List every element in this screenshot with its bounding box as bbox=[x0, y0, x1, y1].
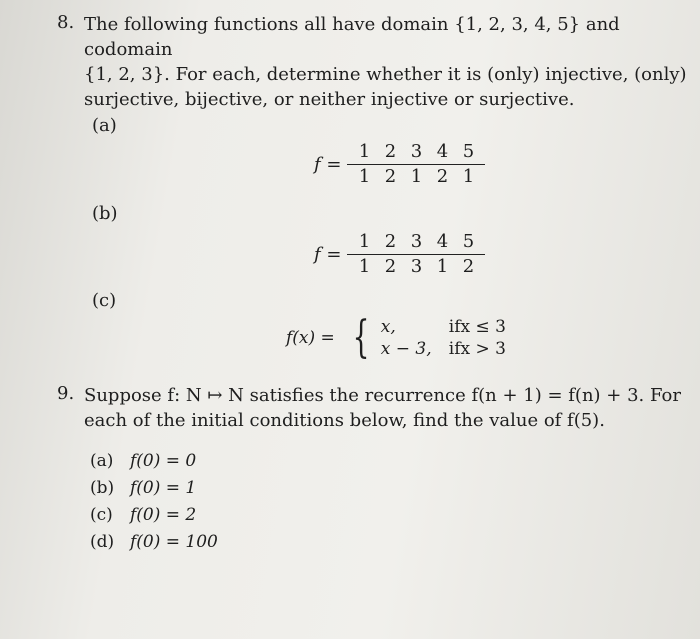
problem-number: 8. bbox=[57, 12, 75, 33]
domain-value: 1 bbox=[358, 231, 371, 252]
domain-value: 2 bbox=[384, 141, 397, 162]
list-item bbox=[90, 475, 218, 502]
function-name: f(x) = bbox=[286, 328, 335, 348]
function-table-b bbox=[314, 230, 485, 279]
list-item bbox=[90, 448, 218, 475]
part-label-a: (a) bbox=[92, 115, 117, 136]
problem-text-line: {1, 2, 3}. For each, determine whether it is (only) injective, (only) bbox=[84, 64, 687, 85]
left-brace: { bbox=[352, 312, 370, 363]
list-item bbox=[90, 502, 218, 529]
mapping-fraction bbox=[347, 140, 485, 189]
image-value: 2 bbox=[384, 256, 397, 277]
domain-row bbox=[347, 230, 485, 254]
domain-value: 5 bbox=[462, 141, 475, 162]
case-value: x − 3, bbox=[380, 339, 432, 359]
domain-value: 2 bbox=[384, 231, 397, 252]
part-label-b: (b) bbox=[92, 203, 118, 224]
domain-value: 3 bbox=[410, 231, 423, 252]
image-value: 1 bbox=[436, 256, 449, 277]
mapping-fraction bbox=[347, 230, 485, 279]
problem-text-line: Suppose f: N ↦ N satisfies the recurrence f(n + 1) = f(n) + 3. For bbox=[84, 385, 681, 406]
item-label: (a) bbox=[90, 451, 114, 471]
item-text: f(0) = 0 bbox=[130, 451, 197, 471]
problem-text-line: each of the initial conditions below, find the value of f(5). bbox=[84, 410, 605, 431]
image-value: 2 bbox=[462, 256, 475, 277]
item-label: (d) bbox=[90, 532, 115, 552]
domain-value: 3 bbox=[410, 141, 423, 162]
case-condition: ifx > 3 bbox=[448, 339, 506, 359]
image-value: 1 bbox=[358, 256, 371, 277]
piecewise-function bbox=[286, 312, 506, 363]
image-value: 1 bbox=[358, 166, 371, 187]
item-text: f(0) = 100 bbox=[130, 532, 218, 552]
case-row bbox=[381, 316, 506, 338]
case-value: x, bbox=[380, 317, 396, 337]
item-label: (c) bbox=[90, 505, 113, 525]
initial-conditions-list bbox=[90, 448, 218, 556]
function-name: f = bbox=[314, 244, 342, 265]
case-condition: ifx ≤ 3 bbox=[448, 317, 506, 337]
problem-text bbox=[84, 12, 694, 112]
item-text: f(0) = 1 bbox=[130, 478, 197, 498]
problem-text-line: surjective, bijective, or neither injective or surjective. bbox=[84, 89, 575, 110]
problem-number: 9. bbox=[57, 383, 75, 404]
image-value: 2 bbox=[436, 166, 449, 187]
image-value: 1 bbox=[462, 166, 475, 187]
image-value: 1 bbox=[410, 166, 423, 187]
item-text: f(0) = 2 bbox=[130, 505, 197, 525]
domain-value: 5 bbox=[462, 231, 475, 252]
image-row bbox=[347, 165, 485, 189]
part-label-c: (c) bbox=[92, 290, 117, 311]
case-row bbox=[381, 338, 506, 360]
image-row bbox=[347, 255, 485, 279]
cases bbox=[381, 316, 506, 360]
image-value: 3 bbox=[410, 256, 423, 277]
domain-row bbox=[347, 140, 485, 164]
domain-value: 1 bbox=[358, 141, 371, 162]
function-name: f = bbox=[314, 154, 342, 175]
problem-text bbox=[84, 383, 694, 433]
list-item bbox=[90, 529, 218, 556]
domain-value: 4 bbox=[436, 231, 449, 252]
item-label: (b) bbox=[90, 478, 115, 498]
problem-text-line: The following functions all have domain {1, 2, 3, 4, 5} and codomain bbox=[84, 14, 620, 60]
image-value: 2 bbox=[384, 166, 397, 187]
function-table-a bbox=[314, 140, 485, 189]
domain-value: 4 bbox=[436, 141, 449, 162]
